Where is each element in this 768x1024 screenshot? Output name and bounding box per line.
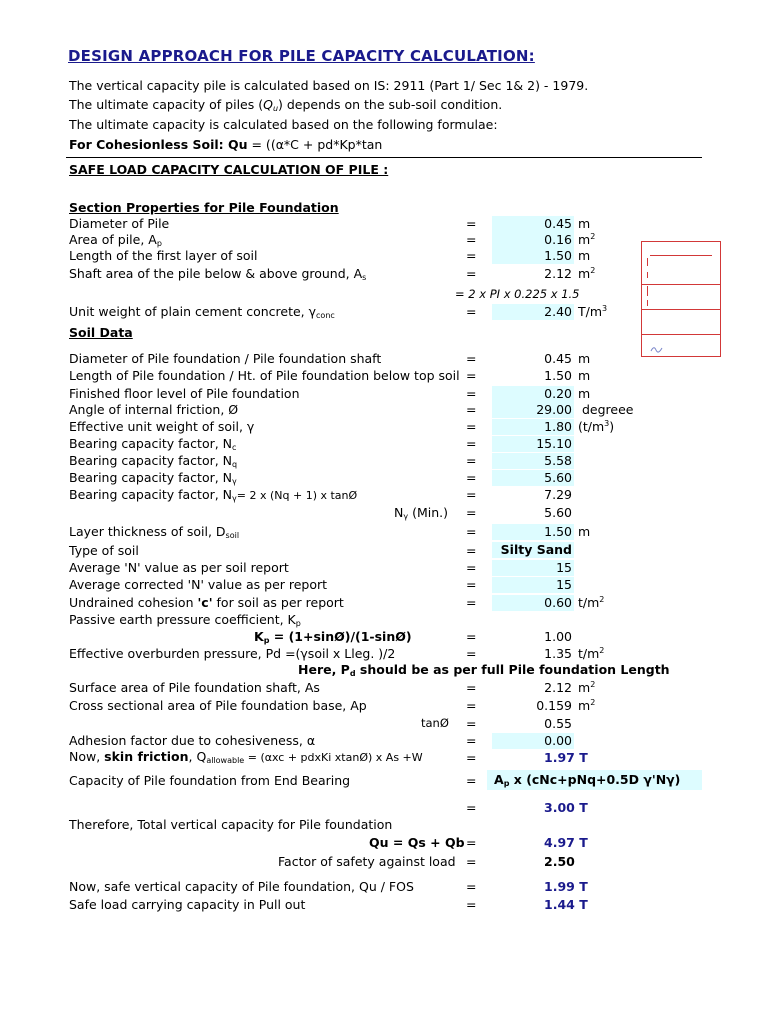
soil-row-label: Bearing capacity factor, $N_\gamma$	[69, 470, 237, 486]
equals-sign: =	[466, 470, 477, 485]
soil-row-unit: $t/m^2$	[578, 595, 605, 610]
intro-line-1: The vertical capacity pile is calculated based on IS: 2911 (Part 1/ Sec 1& 2) - 1979.	[69, 78, 589, 93]
equals-sign: =	[466, 368, 477, 383]
soil-row-label: Average corrected 'N' value as per report	[69, 577, 328, 592]
soil-row-value: 1.50	[544, 368, 572, 383]
equals-sign: =	[466, 773, 477, 788]
equals-sign: =	[466, 629, 477, 644]
soil-row-label: Layer thickness of soil, $D_{soil}$	[69, 524, 240, 540]
equals-sign: =	[466, 453, 477, 468]
soil-row-value: 5.60	[544, 505, 572, 520]
shaft-area-value: 2.12	[544, 266, 572, 281]
soil-row-label: Angle of internal friction, Ø	[69, 402, 239, 417]
soil-row-label: Effective overburden pressure, Pd =(γsoil x Lleg. )/2	[69, 646, 396, 661]
soil-row-value: 2.12	[544, 680, 572, 695]
length-label: Length of the first layer of soil	[69, 248, 258, 263]
soil-row-value: 0.159	[536, 698, 572, 713]
soil-row-label: Average 'N' value as per soil report	[69, 560, 289, 575]
pull-out-label: Safe load carrying capacity in Pull out	[69, 897, 306, 912]
soil-row-label: Bearing capacity factor, $N_\gamma= 2$ x (Nq + 1) x tanØ	[69, 487, 358, 503]
equals-sign: =	[466, 835, 477, 850]
soil-row-label: Finished floor level of Pile foundation	[69, 386, 300, 401]
soil-row-value: 0.55	[544, 716, 572, 731]
soil-row-value[interactable]: 5.58	[492, 453, 574, 469]
end-bearing-label: Capacity of Pile foundation from End Bearing	[69, 773, 351, 788]
soil-row-unit: m	[578, 386, 591, 401]
equals-sign: =	[466, 436, 477, 451]
equals-sign: =	[466, 524, 477, 539]
skin-friction-value: 1.97 T	[544, 750, 588, 765]
equals-sign: =	[466, 505, 477, 520]
soil-row-label: Type of soil	[69, 543, 139, 558]
intro-line-4: For Cohesionless Soil: Qu = ((α*C + pd*Kp*tan	[69, 137, 383, 152]
soil-row-label: Undrained cohesion 'c' for soil as per report	[69, 595, 344, 610]
total-capacity-label: Therefore, Total vertical capacity for Pile foundation	[69, 817, 393, 832]
soil-row-label: Passive earth pressure coefficient, $K_p$	[69, 612, 301, 628]
equals-sign: =	[466, 386, 477, 401]
soil-row-unit: m	[578, 524, 591, 539]
page-title: DESIGN APPROACH FOR PILE CAPACITY CALCULATION:	[68, 47, 535, 65]
soil-row-value: 1.00	[544, 629, 572, 644]
soil-row-unit: $m^2$	[578, 680, 596, 695]
equals-sign: =	[466, 419, 477, 434]
soil-row-value: 1.35	[544, 646, 572, 661]
soil-row-unit: $(t/m^3)$	[578, 419, 615, 434]
stamp-box	[641, 241, 721, 357]
soil-data-heading: Soil Data	[69, 325, 133, 340]
soil-row-unit: $m^2$	[578, 698, 596, 713]
soil-row-value[interactable]: 15	[492, 560, 574, 576]
equals-sign: =	[466, 560, 477, 575]
kp-formula: $K_p$ = (1+sinØ)/(1-sinØ)	[254, 629, 412, 645]
area-unit: $m^2$	[578, 232, 596, 247]
diameter-value[interactable]: 0.45	[492, 216, 574, 232]
equals-sign: =	[466, 543, 477, 558]
equals-sign: =	[466, 680, 477, 695]
equals-sign: =	[466, 216, 477, 231]
soil-row-value: 7.29	[544, 487, 572, 502]
soil-row-label: tanØ	[421, 716, 449, 730]
length-value[interactable]: 1.50	[492, 248, 574, 264]
safe-load-heading: SAFE LOAD CAPACITY CALCULATION OF PILE :	[69, 162, 389, 177]
soil-row-value[interactable]: 29.00	[492, 402, 574, 418]
section-properties-heading: Section Properties for Pile Foundation	[69, 200, 339, 215]
shaft-area-label: Shaft area of the pile below & above ground, $A_s$	[69, 266, 367, 282]
unit-weight-label: Unit weight of plain cement concrete, $\gamma_{conc}$	[69, 304, 335, 320]
pull-out-value: 1.44 T	[544, 897, 588, 912]
safe-capacity-value: 1.99 T	[544, 879, 588, 894]
soil-row-unit: degreee	[582, 402, 634, 417]
intro-line-2: The ultimate capacity of piles $(Q_u)$ depends on the sub-soil condition.	[69, 97, 503, 113]
soil-row-label: Effective unit weight of soil, γ	[69, 419, 255, 434]
unit-weight-value[interactable]: 2.40	[492, 304, 574, 320]
soil-row-label: Bearing capacity factor, $N_q$	[69, 453, 238, 469]
equals-sign: =	[466, 800, 477, 815]
area-label: Area of pile, $A_p$	[69, 232, 162, 248]
end-bearing-value: 3.00 T	[544, 800, 588, 815]
equals-sign: =	[466, 750, 477, 765]
soil-row-value[interactable]: 15.10	[492, 436, 574, 452]
equals-sign: =	[466, 577, 477, 592]
soil-row-value: 0.45	[544, 351, 572, 366]
area-value[interactable]: 0.16	[492, 232, 574, 248]
equals-sign: =	[466, 232, 477, 247]
equals-sign: =	[466, 733, 477, 748]
soil-row-unit: $t/m^2$	[578, 646, 605, 661]
equals-sign: =	[466, 879, 477, 894]
soil-row-label: Adhesion factor due to cohesiveness, α	[69, 733, 316, 748]
soil-row-label: $N_\gamma$ (Min.)	[394, 505, 448, 521]
soil-row-value[interactable]: 0.60	[492, 595, 574, 611]
equals-sign: =	[466, 698, 477, 713]
diameter-label: Diameter of Pile	[69, 216, 170, 231]
unit-weight-unit: $T/m^3$	[578, 304, 608, 319]
soil-row-label: Surface area of Pile foundation shaft, As	[69, 680, 320, 695]
soil-row-value[interactable]: 0.20	[492, 386, 574, 402]
pd-note: Here, $P_d$ should be as per full Pile foundation Length	[298, 662, 670, 678]
shaft-area-formula: = 2 x PI x 0.225 x 1.5	[455, 287, 580, 301]
shaft-area-unit: $m^2$	[578, 266, 596, 281]
fos-value: 2.50	[544, 854, 575, 869]
equals-sign: =	[466, 595, 477, 610]
qu-value: 4.97 T	[544, 835, 588, 850]
equals-sign: =	[466, 402, 477, 417]
soil-row-value[interactable]: 5.60	[492, 470, 574, 486]
soil-row-label: Length of Pile foundation / Ht. of Pile foundation below top soil	[69, 368, 460, 383]
equals-sign: =	[466, 351, 477, 366]
equals-sign: =	[466, 716, 477, 731]
soil-type-value[interactable]: Silty Sand	[492, 542, 574, 558]
soil-row-label: Cross sectional area of Pile foundation base, Ap	[69, 698, 367, 713]
diameter-unit: m	[578, 216, 591, 231]
soil-row-label: Bearing capacity factor, $N_c$	[69, 436, 237, 452]
equals-sign: =	[466, 304, 477, 319]
length-unit: m	[578, 248, 591, 263]
equals-sign: =	[466, 487, 477, 502]
equals-sign: =	[466, 646, 477, 661]
equals-sign: =	[466, 897, 477, 912]
equals-sign: =	[466, 266, 477, 281]
skin-friction-label: Now, skin friction, $Q_{allowable} = (\alpha xc$ + pdxKi xtanØ) x As +W	[69, 749, 423, 765]
end-bearing-formula: $A_p$ x (cNc+pNq+0.5D γ'Nγ)	[487, 770, 702, 790]
qu-formula: Qu = Qs + Qb	[369, 835, 465, 850]
equals-sign: =	[466, 248, 477, 263]
soil-row-value[interactable]: 15	[492, 577, 574, 593]
intro-line-3: The ultimate capacity is calculated based on the following formulae:	[69, 117, 498, 132]
soil-row-unit: m	[578, 368, 591, 383]
signature-icon	[650, 341, 664, 349]
equals-sign: =	[466, 854, 477, 869]
divider	[66, 157, 702, 158]
fos-label: Factor of safety against load	[278, 854, 456, 869]
safe-capacity-label: Now, safe vertical capacity of Pile foundation, Qu / FOS	[69, 879, 414, 894]
soil-row-value[interactable]: 0.00	[492, 733, 574, 749]
soil-row-label: Diameter of Pile foundation / Pile foundation shaft	[69, 351, 382, 366]
soil-row-unit: m	[578, 351, 591, 366]
soil-row-value[interactable]: 1.50	[492, 524, 574, 540]
soil-row-value[interactable]: 1.80	[492, 419, 574, 435]
